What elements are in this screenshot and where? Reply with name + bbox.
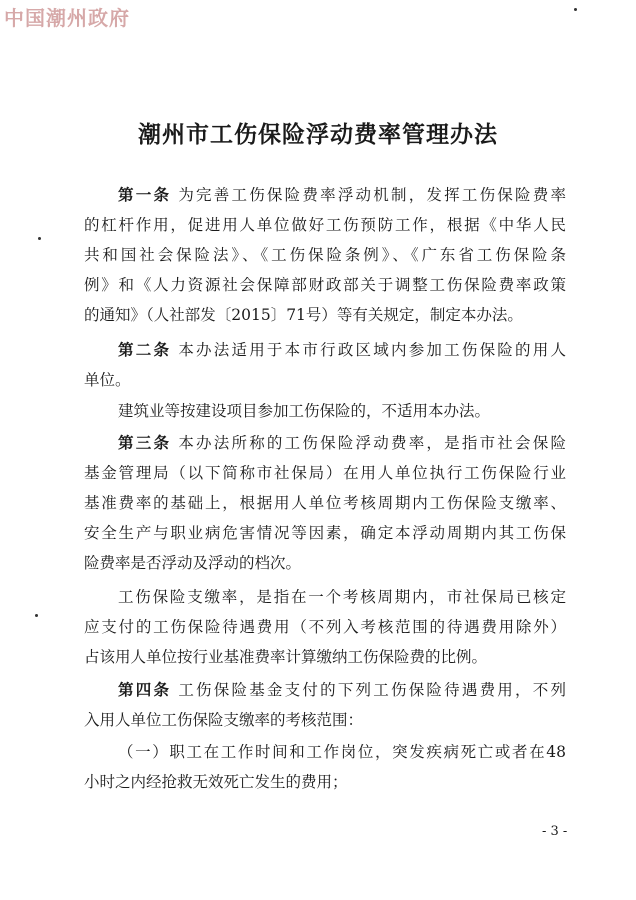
article-1-line-3: 共和国社会保险法》、《工伤保险条例》、《广东省工伤保险条 (84, 246, 566, 264)
article-1-line-5: 的通知》（人社部发〔2015〕71号）等有关规定，制定本办法。 (84, 306, 523, 324)
article-1-line-4: 例》和《人力资源社会保障部财政部关于调整工伤保险费率政策 (84, 276, 566, 294)
article-1-line-1: 第一条 为完善工伤保险费率浮动机制，发挥工伤保险费率 (118, 185, 566, 204)
article-4 (84, 675, 566, 735)
article-3-line-5: 险费率是否浮动及浮动的档次。 (84, 554, 302, 572)
definition-line-2: 应支付的工伤保险待遇费用（不列入考核范围的待遇费用除外） (84, 618, 566, 636)
item-1-line-2: 小时之内经抢救无效死亡发生的费用； (84, 773, 348, 791)
article-3-label: 第三条 (118, 433, 172, 452)
article-2-line-1: 第二条 本办法适用于本市行政区域内参加工伤保险的用人 (118, 340, 566, 359)
article-3 (84, 428, 566, 578)
article-2-note (84, 396, 566, 426)
support-rate-definition (84, 582, 566, 672)
article-2-note-line-1: 建筑业等按建设项目参加工伤保险的，不适用本办法。 (118, 402, 491, 420)
scan-speck (574, 8, 577, 11)
page-number: - 3 - (542, 824, 568, 839)
article-4-label: 第四条 (118, 680, 172, 699)
article-1-line-2: 的杠杆作用，促进用人单位做好工伤预防工作，根据《中华人民 (84, 216, 566, 234)
article-4-line-1: 第四条 工伤保险基金支付的下列工伤保险待遇费用，不列 (118, 680, 566, 699)
article-4-line-2: 入用人单位工伤保险支缴率的考核范围： (84, 711, 364, 729)
article-3-line-3: 基准费率的基础上，根据用人单位考核周期内工伤保险支缴率、 (84, 494, 566, 512)
article-2-line-2: 单位。 (84, 371, 131, 389)
item-1-line-1: （一）职工在工作时间和工作岗位，突发疾病死亡或者在48 (118, 743, 566, 761)
article-1 (84, 180, 566, 330)
definition-line-1: 工伤保险支缴率，是指在一个考核周期内，市社保局已核定 (118, 588, 566, 606)
article-2-label: 第二条 (118, 340, 172, 359)
watermark-logo: 中国潮州政府 (4, 6, 130, 30)
page-title: 潮州市工伤保险浮动费率管理办法 (138, 121, 498, 148)
article-3-line-4: 安全生产与职业病危害情况等因素，确定本浮动周期内其工伤保 (84, 524, 566, 542)
definition-line-3: 占该用人单位按行业基准费率计算缴纳工伤保险费的比例。 (84, 648, 488, 666)
scan-speck (35, 614, 38, 617)
article-4-item-1 (84, 737, 566, 797)
article-3-line-1: 第三条 本办法所称的工伤保险浮动费率，是指市社会保险 (118, 433, 566, 452)
article-1-label: 第一条 (118, 185, 172, 204)
article-3-line-2: 基金管理局（以下简称市社保局）在用人单位执行工伤保险行业 (84, 464, 566, 482)
scan-speck (38, 237, 41, 240)
article-2 (84, 335, 566, 395)
